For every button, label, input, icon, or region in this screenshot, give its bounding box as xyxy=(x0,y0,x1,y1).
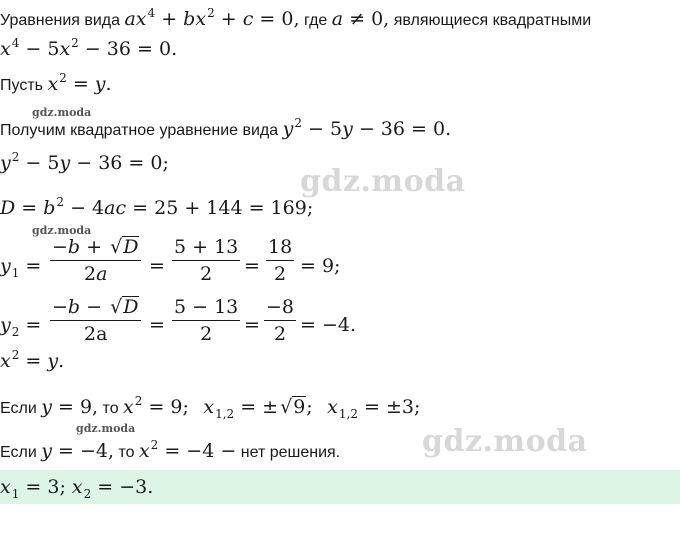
line-1-rest: являющиеся квадратными xyxy=(393,12,592,29)
y2-eq-1: = xyxy=(149,314,165,336)
line-1-condition: a ≠ 0, xyxy=(331,8,390,30)
y2-fraction-3 xyxy=(264,294,296,341)
line-4 xyxy=(0,118,451,140)
y1-tail: = 9; xyxy=(300,255,341,277)
y1-fraction-2-denominator: 2 xyxy=(200,263,213,286)
y2-lhs: $y_2$ = xyxy=(0,314,42,339)
line-4-text: Получим квадратное уравнение вида xyxy=(0,122,279,139)
y2-tail: = −4. xyxy=(300,314,357,336)
y1-eq-1: = xyxy=(149,255,165,277)
y2-fraction-2-denominator: 2 xyxy=(200,323,213,341)
line-10-eq-1: $x^2 = 9$; xyxy=(123,394,189,418)
y1-fraction-3-numerator: 18 xyxy=(268,236,293,258)
line-10-eq-3: $x_{1,2} = \pm 3$; xyxy=(327,396,421,421)
line-9-equation: $x^2 = y$. xyxy=(0,348,65,372)
line-10-if: Если xyxy=(0,400,37,417)
line-11-if: Если xyxy=(0,444,37,461)
line-1-intro: Уравнения вида xyxy=(0,12,121,29)
line-1 xyxy=(0,8,591,30)
line-1-equation: $ax^4 + bx^2 + c = 0$, xyxy=(124,6,300,30)
line-10-condition: y = 9, xyxy=(41,396,99,418)
y1-eq-2: = xyxy=(244,255,260,277)
line-10-eq-2: $x_{1,2}$ = ± √9; xyxy=(203,396,313,421)
line-5-equation: $y^2 - 5y - 36 = 0$; xyxy=(0,150,169,174)
line-11-then: то xyxy=(118,444,135,461)
y1-fraction-2 xyxy=(172,234,240,287)
y2-eq-2: = xyxy=(244,314,260,336)
line-1-where: где xyxy=(303,12,328,29)
line-2-equation: $x^4 - 5x^2 - 36 = 0$. xyxy=(0,36,178,60)
y1-lhs: $y_1$ = xyxy=(0,255,42,280)
y2-fraction-1-denominator: 2a xyxy=(84,323,108,341)
y1-fraction-3-denominator: 2 xyxy=(274,263,287,286)
line-11-condition: y = −4, xyxy=(41,440,114,462)
y2-fraction-3-numerator: −8 xyxy=(266,296,295,318)
answer-band xyxy=(0,470,680,504)
watermark-small-3: gdz.moda xyxy=(76,422,136,435)
y1-fraction-1 xyxy=(50,234,141,287)
line-11 xyxy=(0,440,340,462)
y1-fraction-2-numerator: 5 + 13 xyxy=(174,236,239,258)
watermark-small-2: gdz.moda xyxy=(32,224,92,237)
line-3 xyxy=(0,73,112,95)
line-3-equation: $x^2 = y$. xyxy=(47,71,112,95)
line-3-text: Пусть xyxy=(0,77,43,94)
y1-fraction-3 xyxy=(266,234,294,287)
y1-fraction-1-numerator: −b + √D xyxy=(52,236,139,258)
line-10 xyxy=(0,394,421,421)
y2-fraction-1-numerator: −b − √D xyxy=(52,296,139,318)
y2-fraction-2 xyxy=(172,294,240,341)
y2-fraction-2-numerator: 5 − 13 xyxy=(174,296,239,318)
watermark-small-1: gdz.moda xyxy=(32,106,92,119)
watermark-big-2: gdz.moda xyxy=(422,424,588,459)
y2-fraction-1 xyxy=(50,294,141,341)
answer-equation: $x_1 = 3$; $x_2 = -3$. xyxy=(0,476,154,501)
line-11-equation: $x^2 = -4$ − xyxy=(138,438,237,462)
line-10-then: то xyxy=(102,400,119,417)
y2-fractions-clip xyxy=(46,292,316,341)
y2-fraction-3-denominator: 2 xyxy=(273,323,287,341)
line-6-equation: $D = b^2 - 4ac = 25 + 144 = 169$; xyxy=(0,195,314,219)
line-11-rest: нет решения. xyxy=(240,444,341,461)
y1-fraction-1-denominator: 2a xyxy=(84,263,108,286)
watermark-big-1: gdz.moda xyxy=(300,164,466,199)
line-4-equation: $y^2 - 5y - 36 = 0$. xyxy=(282,116,452,140)
